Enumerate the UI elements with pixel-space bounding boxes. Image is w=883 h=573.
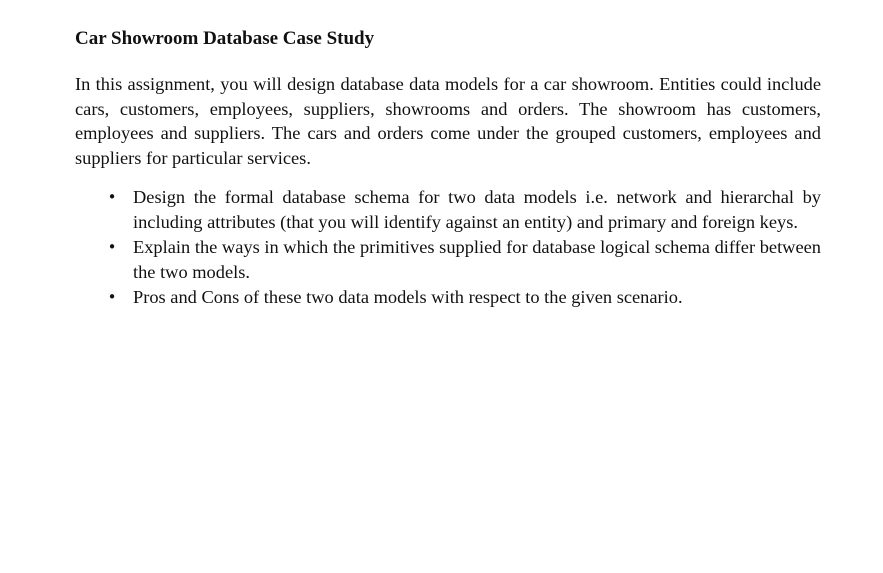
- task-list: [75, 185, 821, 310]
- task-text: Design the formal database schema for two data models i.e. network and hierarchal by including attributes (that you will identify against an entity) and primary and foreign keys.: [133, 187, 821, 232]
- bullet-icon: •: [107, 188, 117, 206]
- bullet-icon: •: [107, 288, 117, 306]
- bullet-icon: •: [107, 238, 117, 256]
- intro-paragraph: In this assignment, you will design database data models for a car showroom. Entities could include cars, customers, employees, suppliers, showrooms and orders. The showroom has customers, employees and suppliers. The cars and orders come under the grouped customers, employees and suppliers for particular services.: [75, 74, 821, 168]
- document-page: [75, 27, 821, 311]
- task-item-pros-cons: [75, 285, 821, 310]
- task-item-explain-primitives: [75, 235, 821, 284]
- task-text: Explain the ways in which the primitives supplied for database logical schema differ between the two models.: [133, 237, 821, 282]
- document-title: Car Showroom Database Case Study: [75, 28, 375, 49]
- task-text: Pros and Cons of these two data models with respect to the given scenario.: [133, 287, 683, 307]
- task-item-design-schema: [75, 185, 821, 234]
